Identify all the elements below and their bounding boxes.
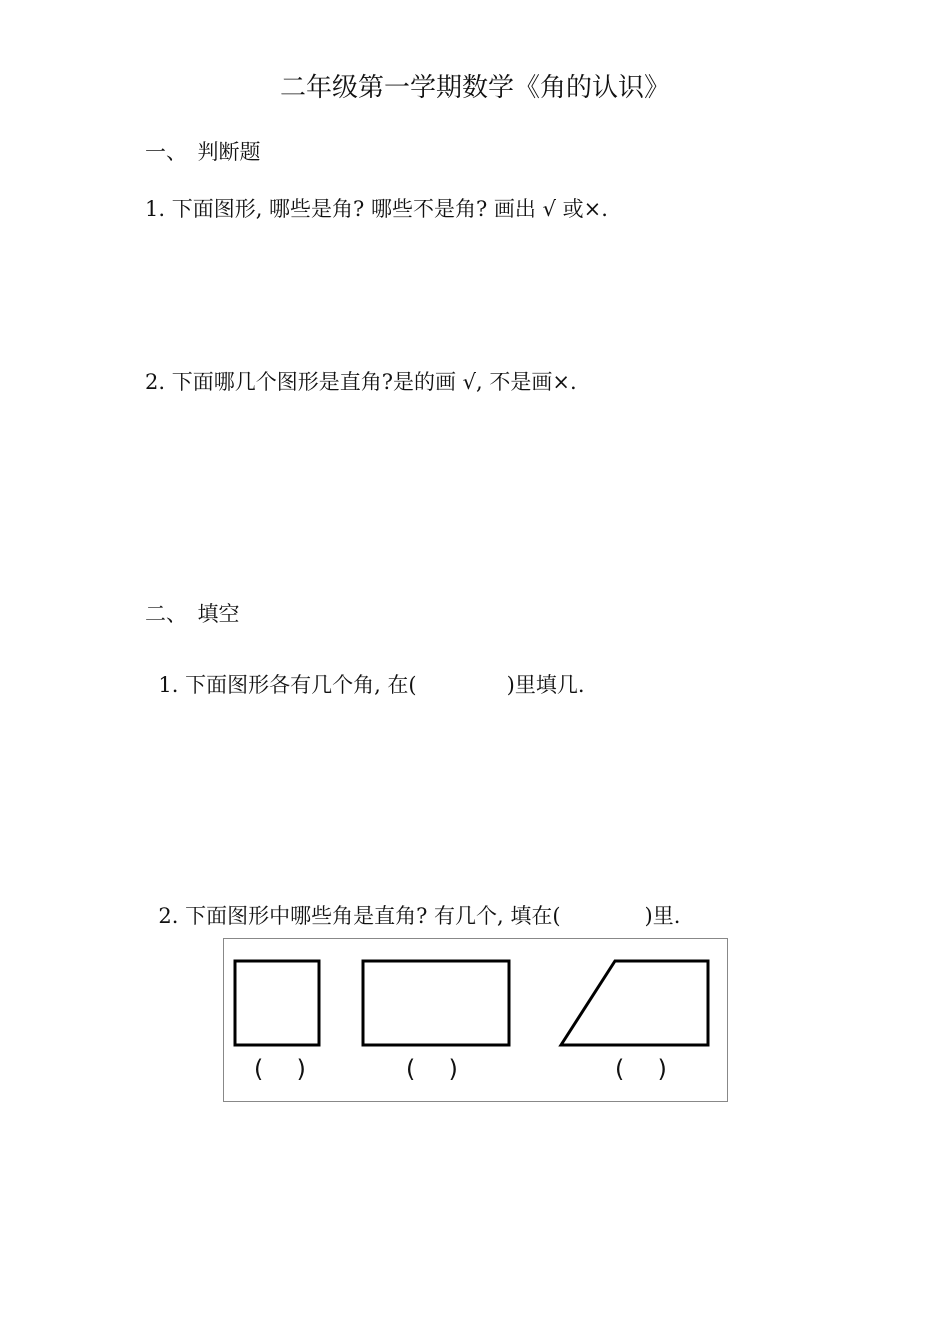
trapezoid-shape [561, 961, 708, 1045]
question-2-1-text: 1. 下面图形各有几个角, 在( [158, 673, 417, 697]
page-title: 二年级第一学期数学《角的认识》 [279, 73, 670, 103]
question-1-1: 1. 下面图形, 哪些是角? 哪些不是角? 画出 √ 或×. [145, 197, 608, 221]
square-shape [235, 961, 319, 1045]
trapezoid-answer-blank[interactable]: ( ) [612, 1055, 670, 1083]
question-1-2: 2. 下面哪几个图形是直角?是的画 √, 不是画×. [145, 370, 577, 394]
section-one-heading: 一、 判断题 [145, 140, 261, 164]
rectangle-answer-blank[interactable]: ( ) [403, 1055, 461, 1083]
rectangle-shape [363, 961, 509, 1045]
question-2-2 [145, 885, 680, 927]
square-answer-blank[interactable]: ( ) [251, 1055, 309, 1083]
question-2-1 [145, 654, 585, 696]
question-2-2-text: 2. 下面图形中哪些角是直角? 有几个, 填在( [158, 904, 561, 928]
question-2-1-suffix: )里填几. [506, 673, 585, 697]
section-two-heading: 二、 填空 [145, 602, 240, 626]
question-2-2-suffix: )里. [644, 904, 681, 928]
